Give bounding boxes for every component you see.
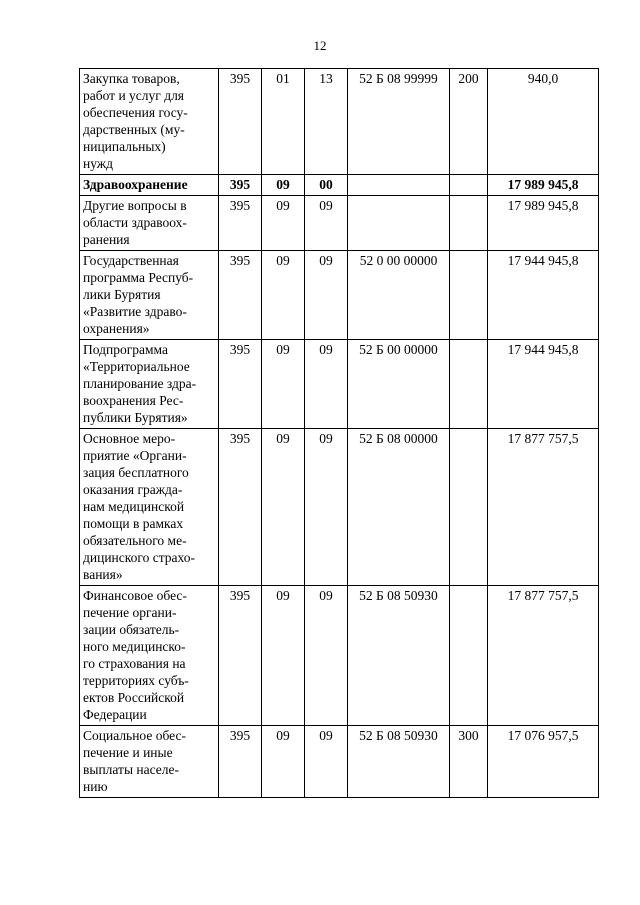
amount: 17 989 945,8 [488,196,599,251]
table-row [80,196,599,251]
table-row [80,340,599,429]
table-row [80,726,599,798]
table-row [80,69,599,175]
target-article-code: 52 Б 08 99999 [348,69,450,175]
row-name: Подпрограмма «Территориальное планирование здра- воохранения Рес- публики Бурятия» [80,340,219,429]
row-name: Социальное обес- печение и иные выплаты населе- нию [80,726,219,798]
subsection-code: 09 [305,340,348,429]
ministry-code: 395 [219,251,262,340]
expense-type-code: 300 [450,726,488,798]
amount: 940,0 [488,69,599,175]
table-row [80,175,599,196]
expense-type-code [450,251,488,340]
target-article-code: 52 Б 00 00000 [348,340,450,429]
amount: 17 877 757,5 [488,586,599,726]
section-code: 09 [262,340,305,429]
target-article-code: 52 Б 08 50930 [348,586,450,726]
expense-type-code [450,429,488,586]
target-article-code: 52 Б 08 50930 [348,726,450,798]
ministry-code: 395 [219,726,262,798]
target-article-code [348,196,450,251]
budget-table [79,68,599,798]
subsection-code: 09 [305,726,348,798]
amount: 17 877 757,5 [488,429,599,586]
subsection-code: 13 [305,69,348,175]
ministry-code: 395 [219,69,262,175]
section-code: 09 [262,251,305,340]
target-article-code: 52 0 00 00000 [348,251,450,340]
amount: 17 989 945,8 [488,175,599,196]
ministry-code: 395 [219,196,262,251]
page-number: 12 [313,38,327,53]
row-name: Другие вопросы в области здравоох- ранения [80,196,219,251]
section-code: 09 [262,175,305,196]
subsection-code: 00 [305,175,348,196]
section-code: 09 [262,726,305,798]
ministry-code: 395 [219,175,262,196]
subsection-code: 09 [305,586,348,726]
table-row [80,251,599,340]
row-name: Основное меро- приятие «Органи- зация бесплатного оказания граждa- нам медицинской помощи в рамках обязательного ме- дицинского страхо- вания» [80,429,219,586]
table-row [80,586,599,726]
target-article-code [348,175,450,196]
expense-type-code [450,340,488,429]
expense-type-code [450,586,488,726]
row-name: Государственная программа Респуб- лики Бурятия «Развитие здраво- охранения» [80,251,219,340]
section-code: 09 [262,586,305,726]
subsection-code: 09 [305,429,348,586]
section-code: 09 [262,429,305,586]
amount: 17 076 957,5 [488,726,599,798]
row-name: Здравоохранение [80,175,219,196]
section-code: 09 [262,196,305,251]
subsection-code: 09 [305,251,348,340]
section-code: 01 [262,69,305,175]
ministry-code: 395 [219,340,262,429]
expense-type-code: 200 [450,69,488,175]
expense-type-code [450,175,488,196]
row-name: Закупка товаров, работ и услуг для обеспечения госу- дарственных (му- ниципальных) нужд [80,69,219,175]
subsection-code: 09 [305,196,348,251]
row-name: Финансовое обес- печение органи- зации обязатель- ного медицинско- го страхования на территориях субъ- ектов Российской Федерации [80,586,219,726]
ministry-code: 395 [219,586,262,726]
expense-type-code [450,196,488,251]
amount: 17 944 945,8 [488,251,599,340]
target-article-code: 52 Б 08 00000 [348,429,450,586]
ministry-code: 395 [219,429,262,586]
table-row [80,429,599,586]
amount: 17 944 945,8 [488,340,599,429]
